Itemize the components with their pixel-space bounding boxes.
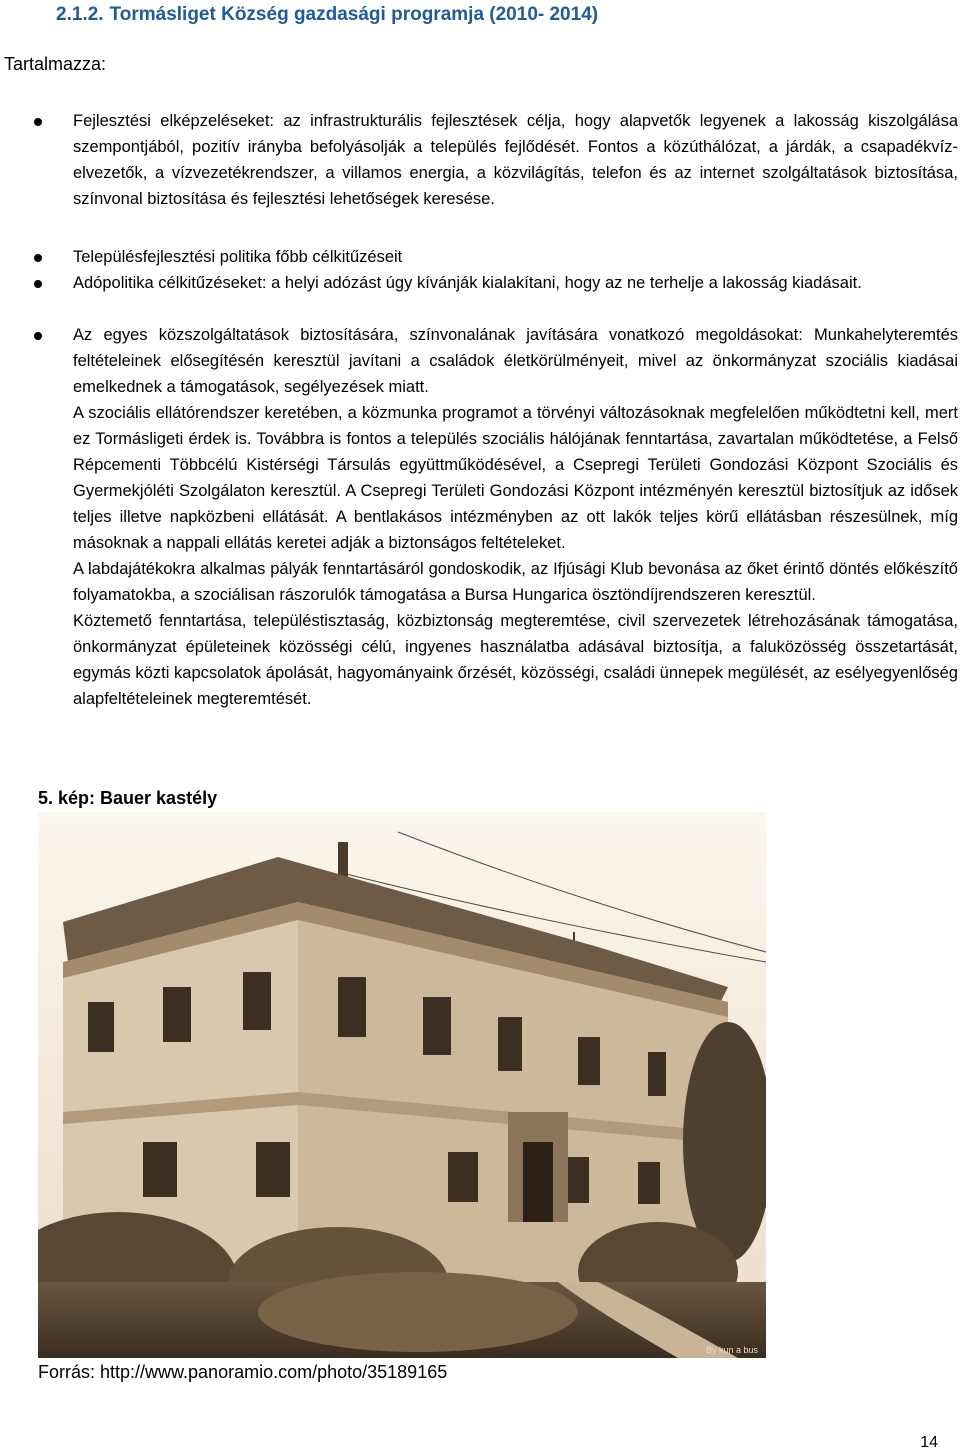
bullet-icon [34,280,42,288]
paragraph: Településfejlesztési politika főbb célkitűzéseit [73,248,403,266]
contents-label: Tartalmazza: [4,54,107,74]
paragraph: A labdajátékokra alkalmas pályák fenntartásáról gondoskodik, az Ifjúsági Klub bevonása az őket érintő döntés előkészítő folyamatokba, a szociálisan rászorulók támogatása a Bursa Hungarica ösztöndíjrendszeren keresztül. [73,560,958,604]
list-item [0,108,960,244]
bullet-icon [34,332,42,340]
photo-watermark: By kun a bus [706,1345,759,1355]
bauer-castle-photo [38,812,766,1358]
figure-caption: 5. kép: Bauer kastély [38,788,218,808]
paragraph: Köztemető fenntartása, településtisztaság, közbiztonság megteremtése, civil szervezetek létrehozásának támogatása, önkormányzat épületeinek közösségi célú, ingyenes használatba adásával biztosítja, a faluközösség összetartását, egymás közti kapcsolatok ápolását, hagyományaink őrzését, közösségi, családi ünnepek megülését, az esélyegyenlőség alapfeltételeinek megteremtését. [73,612,958,708]
bullet-icon [34,118,42,126]
figure-source: Forrás: http://www.panoramio.com/photo/35189165 [38,1362,448,1382]
page-number: 14 [920,1434,938,1451]
paragraph: A szociális ellátórendszer keretében, a közmunka programot a törvényi változásoknak megfelelően működtetni kell, mert ez Tormásligeti érdek is. Továbbra is fontos a település szociális hálójának fenntartása, zavartalan működtetése, a Felső Répcementi Többcélú Kistérségi Társulás együttműködésével, a Csepregi Területi Gondozási Központ Szociális és Gyermekjóléti Szolgálaton keresztül. A Csepregi Területi Gondozási Központ intézményén keresztül biztosítjuk az idősek teljes illetve napközbeni ellátását. A bentlakásos intézményben az ott lakók teljes körű ellátásban részesülnek, míg másoknak a nappali ellátás keretei adják a biztonságos feltételeket. [73,404,958,552]
list-item [0,270,960,322]
section-title: Tormásliget Község gazdasági programja (2010- 2014) [109,4,599,25]
list-item [0,244,960,270]
paragraph: Az egyes közszolgáltatások biztosítására, színvonalának javítására vonatkozó megoldásokat: Munkahelyteremtés feltételeinek elősegítésén keresztül javítani a családok életkörülményeit, mivel az önkormányzat szociális kiadásai emelkednek a támogatások, segélyezések miatt. [73,326,958,396]
paragraph: Adópolitika célkitűzéseket: a helyi adózást úgy kívánják kialakítani, hogy az ne terhelje a lakosság kiadásait. [73,274,862,292]
section-heading [56,4,604,26]
list-item [0,322,960,712]
section-number: 2.1.2. [56,4,104,25]
paragraph: Fejlesztési elképzeléseket: az infrastrukturális fejlesztések célja, hogy alapvetők legyenek a lakosság kiszolgálása szempontjából, pozitív irányba befolyásolják a település fejlődését. Fontos a közúthálózat, a járdák, a csapadékvíz- elvezetők, a vízvezetékrendszer, a villamos energia, a közvilágítás, telefon és az internet szolgáltatások biztosítása, színvonal biztosítása és fejlesztési lehetőségek keresése. [73,112,958,208]
bullet-list [0,108,960,712]
bullet-icon [34,254,42,262]
